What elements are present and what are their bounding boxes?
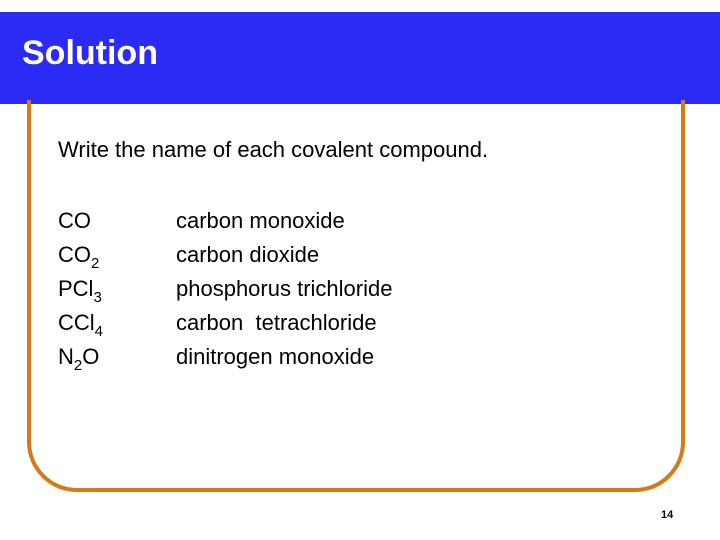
name-column	[176, 204, 392, 374]
page-number: 14	[661, 509, 674, 521]
formula-subscript: 3	[93, 289, 102, 306]
compound-name: carbon dioxide	[176, 242, 320, 267]
slide-title: Solution	[22, 34, 158, 72]
formula-row	[58, 340, 103, 374]
formula-text: PCl	[58, 276, 94, 301]
formula-subscript: 2	[91, 255, 100, 272]
formula-row	[58, 306, 103, 340]
formula-text: N	[58, 344, 74, 369]
compound-name: carbon tetrachloride	[176, 310, 377, 335]
formula-text: CCl	[58, 310, 95, 335]
compound-name: phosphorus trichloride	[176, 276, 393, 301]
instruction-text: Write the name of each covalent compound.	[58, 137, 489, 162]
formula-subscript: 4	[94, 323, 104, 340]
formula-text: CO	[58, 208, 91, 233]
compound-name: dinitrogen monoxide	[176, 344, 375, 369]
formula-row	[58, 272, 103, 306]
formula-text-after: O	[82, 344, 100, 369]
formula-text: CO	[58, 242, 91, 267]
formula-column	[58, 204, 103, 374]
formula-subscript: 2	[73, 357, 83, 374]
formula-row	[58, 204, 103, 238]
formula-row	[58, 238, 103, 272]
compound-name: carbon monoxide	[176, 208, 345, 233]
